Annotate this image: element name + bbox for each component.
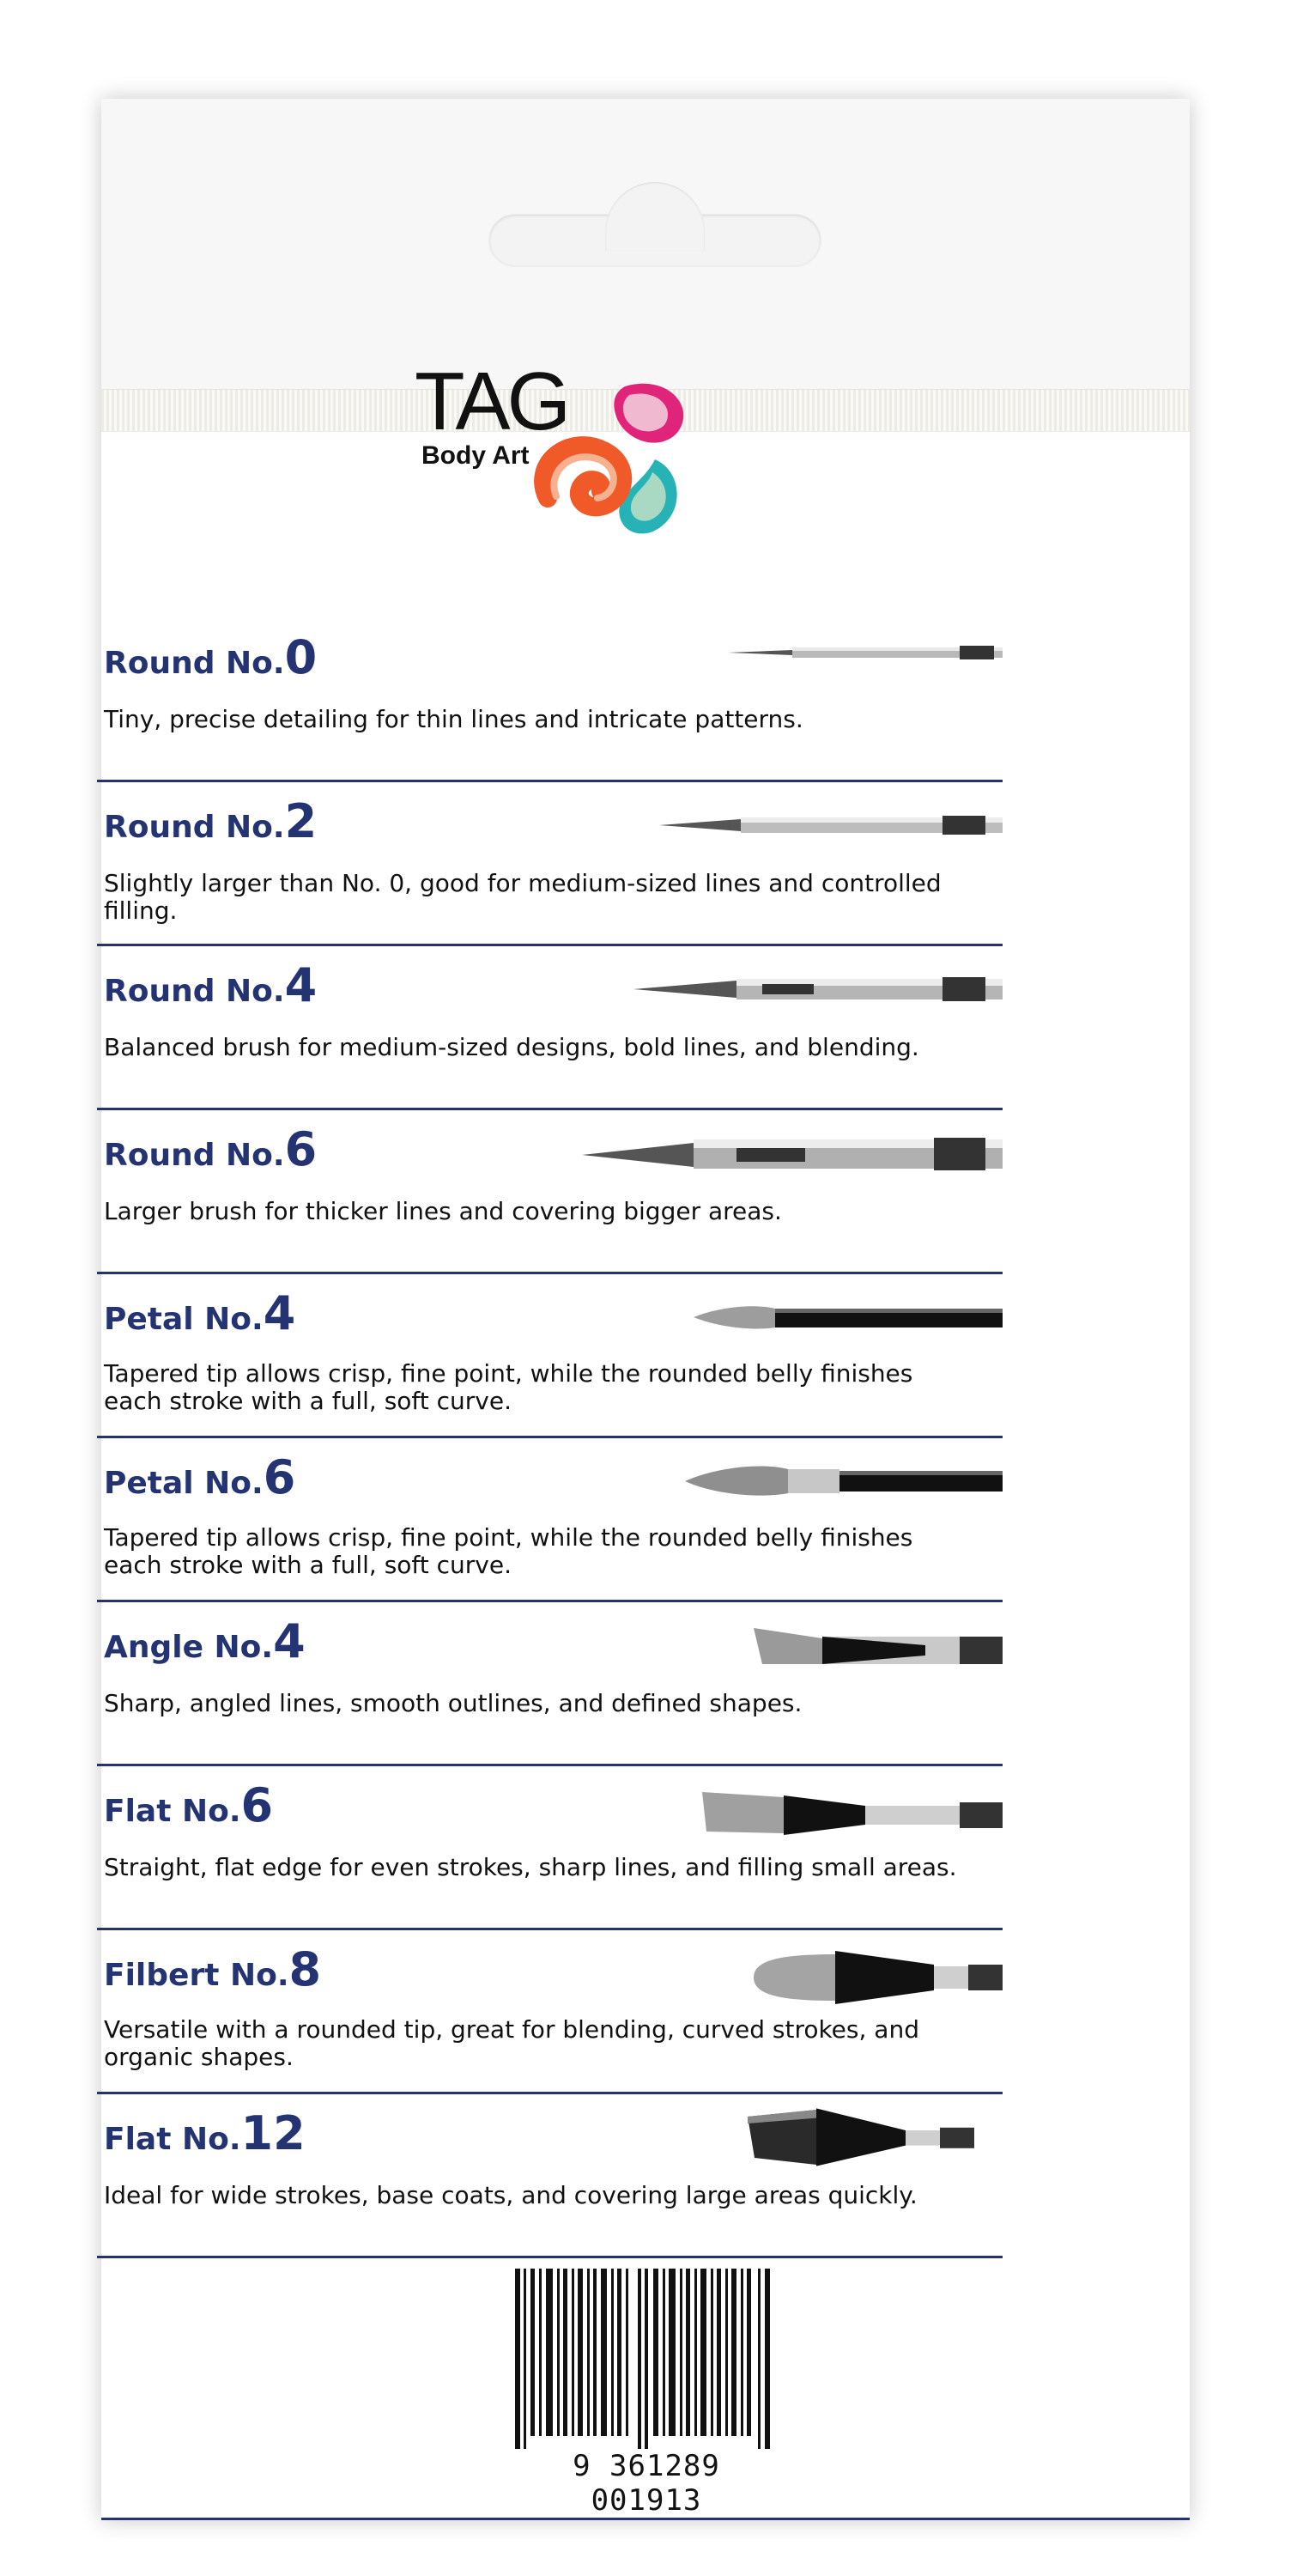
- brand-logo: [415, 355, 689, 550]
- brush-row-round-2: [97, 782, 1003, 946]
- brush-name: Angle No.: [104, 1630, 274, 1665]
- barcode-digits: 9 361289 001913: [513, 2449, 779, 2518]
- brush-name: Flat No.: [104, 1794, 241, 1829]
- brush-title: [104, 794, 317, 848]
- brush-title: [104, 1614, 306, 1668]
- brush-number: 2: [284, 794, 318, 848]
- brush-row-petal-6: [97, 1438, 1003, 1602]
- brush-title: [104, 2106, 306, 2160]
- petal-brush-icon: [685, 1447, 1003, 1516]
- brush-number: 0: [284, 630, 318, 684]
- brush-name: Petal No.: [104, 1302, 264, 1337]
- brush-number: 4: [263, 1286, 296, 1340]
- brush-name: Filbert No.: [104, 1958, 289, 1993]
- brush-number: 6: [240, 1778, 274, 1832]
- brush-list: [97, 618, 1003, 2258]
- barcode-icon: [513, 2269, 779, 2453]
- round-brush-icon: [633, 955, 1003, 1024]
- brush-row-angle-4: [97, 1602, 1003, 1766]
- brush-description: Ideal for wide strokes, base coats, and covering large areas quickly.: [104, 2181, 918, 2209]
- brush-row-round-0: [97, 618, 1003, 782]
- brush-name: Petal No.: [104, 1466, 264, 1501]
- brush-title: [104, 1450, 295, 1504]
- brush-number: 6: [284, 1122, 318, 1176]
- brush-number: 6: [263, 1450, 296, 1504]
- brush-name: Round No.: [104, 810, 285, 845]
- round-brush-icon: [728, 627, 1003, 696]
- brush-title: [104, 1778, 273, 1832]
- brush-number: 4: [284, 958, 318, 1012]
- brush-description: Tapered tip allows crisp, fine point, while the rounded belly finishes each stroke with a full, soft curve.: [104, 1523, 913, 1579]
- brush-number: 4: [273, 1614, 306, 1668]
- brush-title: [104, 630, 317, 684]
- brush-name: Flat No.: [104, 2122, 241, 2157]
- flat-brush-icon: [702, 1775, 1003, 1844]
- brush-description: Tapered tip allows crisp, fine point, while the rounded belly finishes each stroke with a full, soft curve.: [104, 1359, 913, 1415]
- brush-description: Balanced brush for medium-sized designs, bold lines, and blending.: [104, 1033, 919, 1061]
- brush-name: Round No.: [104, 974, 285, 1009]
- barcode: [513, 2269, 779, 2518]
- brush-title: [104, 1942, 321, 1996]
- brush-title: [104, 1286, 295, 1340]
- logo-brand-text: TAG: [415, 355, 568, 447]
- brush-row-round-4: [97, 946, 1003, 1110]
- petal-brush-icon: [694, 1283, 1003, 1352]
- hang-hole: [489, 215, 821, 266]
- brush-row-round-6: [97, 1110, 1003, 1274]
- swirl-logo-icon: [522, 369, 694, 550]
- brush-row-filbert-8: [97, 1930, 1003, 2094]
- brush-title: [104, 1122, 317, 1176]
- brush-number: 12: [240, 2106, 306, 2160]
- brush-description: Tiny, precise detailing for thin lines and intricate patterns.: [104, 705, 803, 733]
- flat-brush-icon: [719, 2103, 1003, 2172]
- brush-number: 8: [288, 1942, 322, 1996]
- brush-row-petal-4: [97, 1274, 1003, 1438]
- brush-name: Round No.: [104, 1138, 285, 1173]
- brush-description: Straight, flat edge for even strokes, sharp lines, and filling small areas.: [104, 1853, 957, 1881]
- bottom-divider: [101, 2518, 1190, 2520]
- filbert-brush-icon: [754, 1939, 1003, 2008]
- brush-description: Larger brush for thicker lines and covering bigger areas.: [104, 1197, 782, 1225]
- brush-row-flat-6: [97, 1766, 1003, 1930]
- brush-title: [104, 958, 317, 1012]
- round-brush-icon: [659, 791, 1003, 860]
- brush-description: Sharp, angled lines, smooth outlines, and defined shapes.: [104, 1689, 803, 1717]
- brush-row-flat-12: [97, 2094, 1003, 2258]
- logo-subtitle: Body Art: [421, 441, 530, 470]
- brush-description: Slightly larger than No. 0, good for medium-sized lines and controlled filling.: [104, 869, 942, 925]
- brush-name: Round No.: [104, 646, 285, 681]
- round-brush-icon: [582, 1119, 1003, 1188]
- brush-description: Versatile with a rounded tip, great for blending, curved strokes, and organic shapes.: [104, 2015, 919, 2071]
- angle-brush-icon: [754, 1611, 1003, 1680]
